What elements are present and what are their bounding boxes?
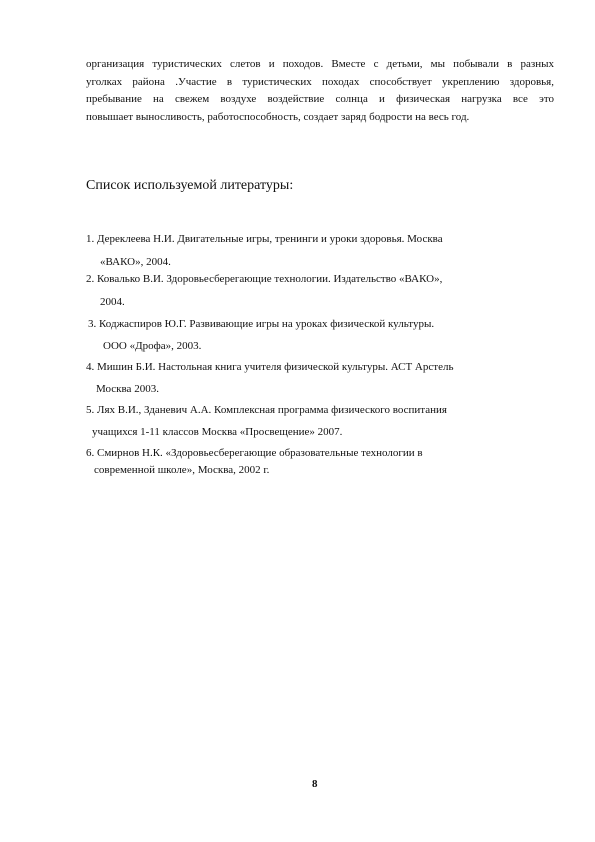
paragraph-line: повышает выносливость, работоспособность, создает заряд бодрости на весь год.	[86, 110, 470, 123]
reference-line: 2. Ковалько В.И. Здоровьесберегающие технологии. Издательство «ВАКО»,	[86, 273, 443, 285]
reference-line: ООО «Дрофа», 2003.	[103, 340, 202, 352]
reference-line: 1. Дереклеева Н.И. Двигательные игры, тренинги и уроки здоровья. Москва	[86, 233, 443, 245]
body-paragraph	[86, 56, 554, 126]
reference-line: Москва 2003.	[96, 383, 159, 395]
reference-item	[86, 446, 423, 478]
reference-item	[86, 232, 443, 270]
paragraph-line: организация туристических слетов и походов. Вместе с детьми, мы побывали в разных	[86, 58, 554, 70]
reference-line: 2004.	[100, 296, 125, 308]
reference-line: 4. Мишин Б.И. Настольная книга учителя физической культуры. АСТ Арстель	[86, 361, 454, 373]
page-number: 8	[312, 778, 318, 790]
reference-line: 5. Лях В.И., Зданевич А.А. Комплексная программа физического воспитания	[86, 404, 447, 416]
reference-item	[86, 403, 447, 440]
reference-line: 3. Коджаспиров Ю.Г. Развивающие игры на уроках физической культуры.	[88, 318, 435, 330]
reference-line: 6. Смирнов Н.К. «Здоровьесберегающие образовательные технологии в	[86, 447, 423, 459]
paragraph-line: пребывание на свежем воздухе воздействие солнца и физическая нагрузка все это	[86, 93, 554, 105]
reference-line: современной школе», Москва, 2002 г.	[94, 464, 270, 476]
paragraph-line: уголках района .Участие в туристических походах способствует укреплению здоровья,	[86, 75, 554, 88]
reference-line: учащихся 1-11 классов Москва «Просвещение» 2007.	[92, 426, 343, 438]
reference-item	[86, 360, 453, 397]
reference-item	[88, 317, 434, 354]
bibliography-heading: Список используемой литературы:	[86, 178, 294, 193]
reference-item	[86, 272, 442, 310]
reference-line: «ВАКО», 2004.	[100, 256, 171, 268]
